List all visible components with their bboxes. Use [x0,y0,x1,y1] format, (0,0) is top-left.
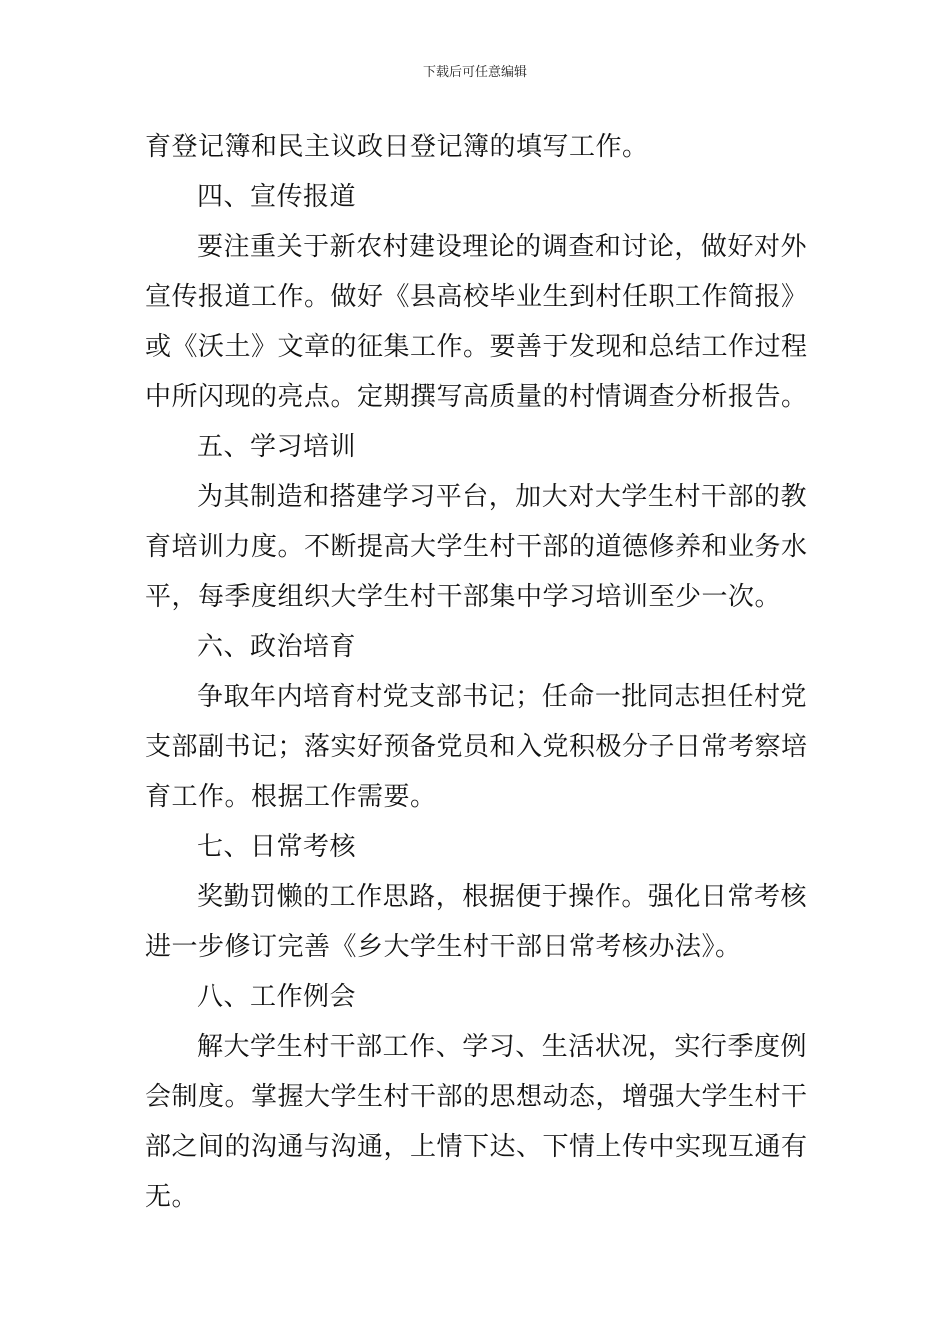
text-line: 育培训力度。不断提高大学生村干部的道德修养和业务水 [145,532,808,562]
text-line: 无。 [145,1182,199,1212]
text-line: 会制度。掌握大学生村干部的思想动态，增强大学生村干 [145,1082,808,1112]
text-line: 平，每季度组织大学生村干部集中学习培训至少一次。 [145,582,782,612]
text-line: 争取年内培育村党支部书记；任命一批同志担任村党 [197,682,807,712]
text-line: 进一步修订完善《乡大学生村干部日常考核办法》。 [145,932,742,962]
text-line: 为其制造和搭建学习平台，加大对大学生村干部的教 [197,482,807,512]
document-body [145,122,807,1222]
text-line: 育工作。根据工作需要。 [145,782,437,812]
text-line: 或《沃土》文章的征集工作。要善于发现和总结工作过程 [145,332,808,362]
text-line: 中所闪现的亮点。定期撰写高质量的村情调查分析报告。 [145,382,808,412]
text-line: 支部副书记；落实好预备党员和入党积极分子日常考察培 [145,732,808,762]
section-heading-assessment: 七、日常考核 [197,832,357,862]
text-line: 奖勤罚懒的工作思路，根据便于操作。强化日常考核 [197,882,807,912]
section-heading-publicity: 四、宣传报道 [197,182,357,212]
text-line: 育登记簿和民主议政日登记簿的填写工作。 [145,132,649,162]
text-line: 部之间的沟通与沟通，上情下达、下情上传中实现互通有 [145,1132,808,1162]
page-header-note: 下载后可任意编辑 [422,65,527,80]
section-heading-political: 六、政治培育 [197,632,357,662]
section-heading-training: 五、学习培训 [197,432,357,462]
text-line: 解大学生村干部工作、学习、生活状况，实行季度例 [197,1032,807,1062]
section-heading-meeting: 八、工作例会 [197,982,357,1012]
text-line: 要注重关于新农村建设理论的调查和讨论，做好对外 [197,232,807,262]
text-line: 宣传报道工作。做好《县高校毕业生到村任职工作简报》 [145,282,808,312]
